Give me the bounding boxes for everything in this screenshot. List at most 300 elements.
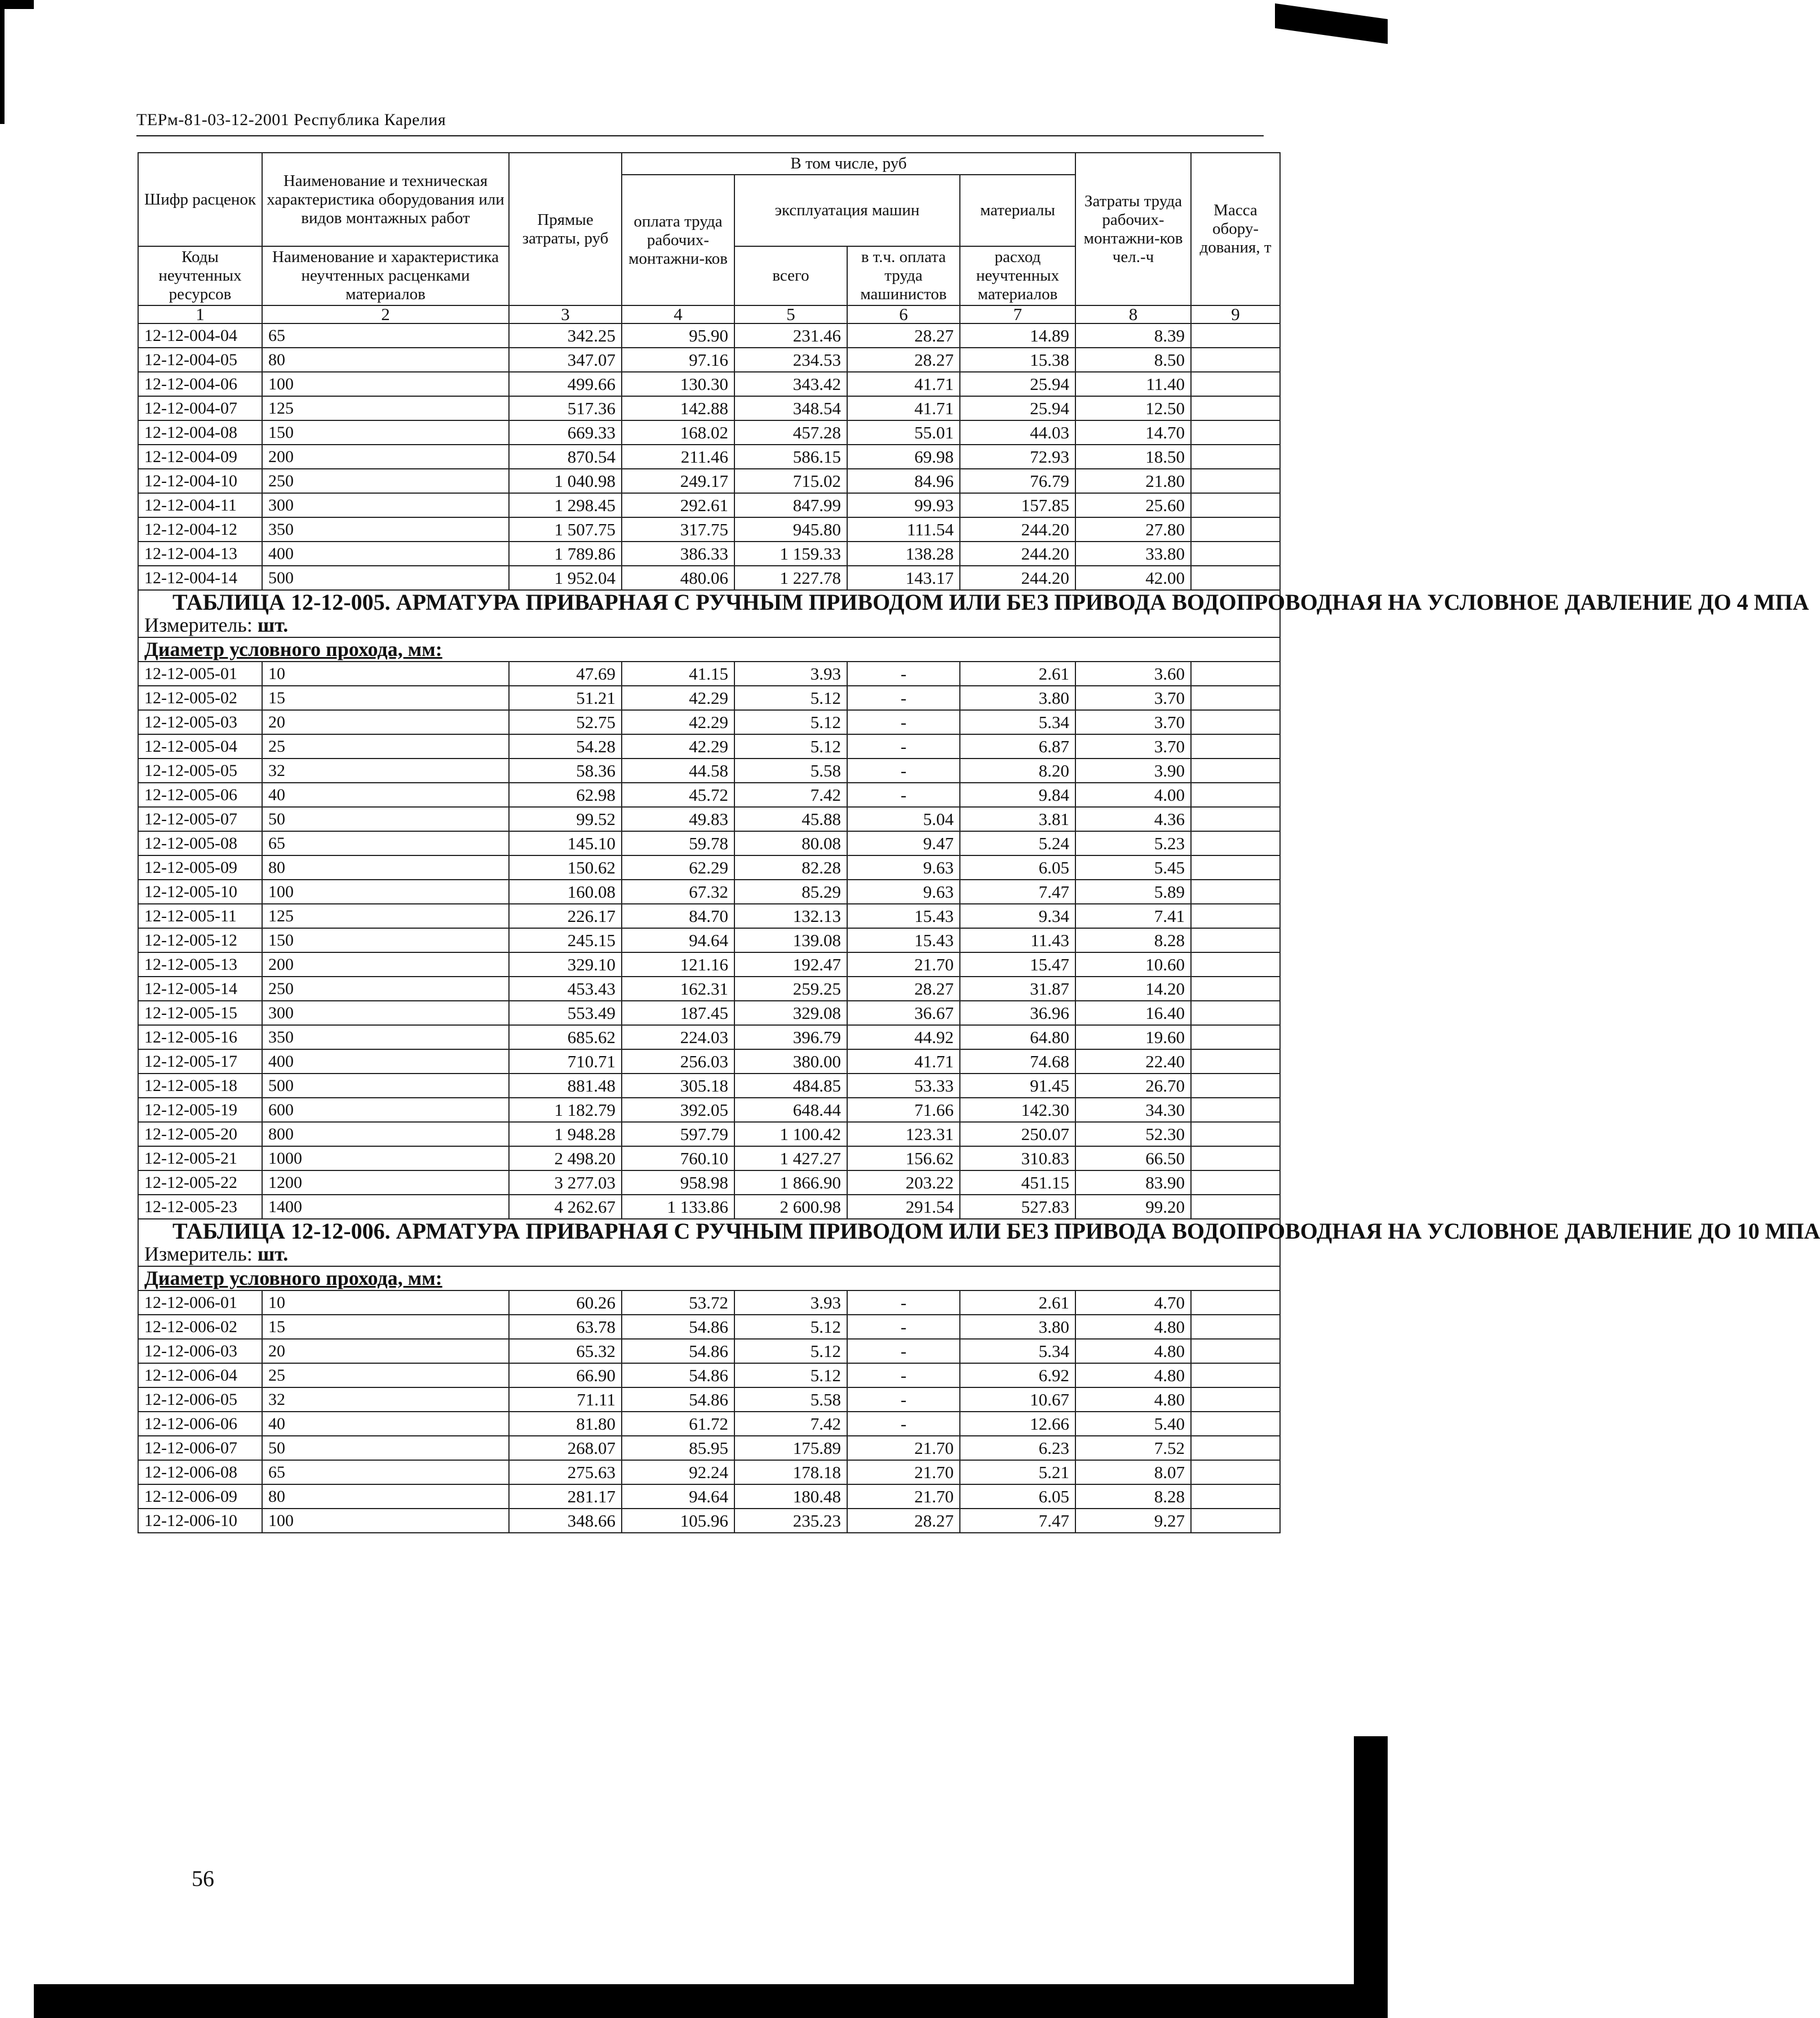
header-code-top: Шифр расценок [138, 153, 262, 246]
rate-value: 586.15 [734, 445, 847, 469]
rate-value: 3.93 [734, 1290, 847, 1315]
rate-value [1191, 734, 1280, 759]
page-frame [138, 152, 1820, 1533]
rate-name: 400 [262, 542, 509, 566]
rate-value: 94.64 [622, 928, 734, 952]
rate-value [1191, 1509, 1280, 1533]
table-row [138, 710, 1280, 734]
rate-value: 329.08 [734, 1001, 847, 1025]
table-row [138, 566, 1280, 590]
rate-code: 12-12-005-12 [138, 928, 262, 952]
rate-value [1191, 977, 1280, 1001]
header-rule [136, 135, 1264, 136]
rate-value: 8.28 [1075, 928, 1191, 952]
rate-value: 453.43 [509, 977, 622, 1001]
rate-value: 710.71 [509, 1049, 622, 1074]
rate-value: 132.13 [734, 904, 847, 928]
rate-value: 41.71 [847, 396, 960, 420]
table-005-diameter-label [138, 637, 1280, 662]
rate-name: 350 [262, 1025, 509, 1049]
header-incl: В том числе, руб [622, 153, 1075, 175]
rate-value: 3.90 [1075, 759, 1191, 783]
rate-name: 125 [262, 904, 509, 928]
rate-value: 5.45 [1075, 855, 1191, 880]
rate-value: 15.47 [960, 952, 1075, 977]
column-number: 6 [847, 305, 960, 323]
rate-value: 6.92 [960, 1363, 1075, 1387]
rate-value: 28.27 [847, 977, 960, 1001]
rate-value: 99.52 [509, 807, 622, 831]
rate-value [1191, 1412, 1280, 1436]
rate-value: 1 040.98 [509, 469, 622, 493]
rate-value: 42.29 [622, 734, 734, 759]
table-row [138, 855, 1280, 880]
column-number: 7 [960, 305, 1075, 323]
table-row [138, 1049, 1280, 1074]
rate-name: 50 [262, 1436, 509, 1460]
rate-value: 28.27 [847, 323, 960, 348]
rate-value: 156.62 [847, 1146, 960, 1170]
rate-value: 99.20 [1075, 1195, 1191, 1219]
rate-value: 21.70 [847, 952, 960, 977]
table-row [138, 759, 1280, 783]
rate-value: 2 600.98 [734, 1195, 847, 1219]
rate-value: 31.87 [960, 977, 1075, 1001]
rate-value: 715.02 [734, 469, 847, 493]
rate-value: 380.00 [734, 1049, 847, 1074]
rate-name: 25 [262, 734, 509, 759]
rate-value: 527.83 [960, 1195, 1075, 1219]
rate-value: 21.70 [847, 1436, 960, 1460]
rate-value: 85.95 [622, 1436, 734, 1460]
column-numbers-row [138, 305, 1280, 323]
rate-value: 71.66 [847, 1098, 960, 1122]
rate-value: 5.23 [1075, 831, 1191, 855]
table-005-measure-unit: шт. [257, 614, 289, 636]
rate-value: 958.98 [622, 1170, 734, 1195]
rate-value: 95.90 [622, 323, 734, 348]
rate-value: 192.47 [734, 952, 847, 977]
rate-value: 1 298.45 [509, 493, 622, 517]
rate-name: 1000 [262, 1146, 509, 1170]
rate-value: - [847, 734, 960, 759]
rate-value: 4 262.67 [509, 1195, 622, 1219]
rate-name: 350 [262, 517, 509, 542]
rate-name: 800 [262, 1122, 509, 1146]
rate-code: 12-12-005-19 [138, 1098, 262, 1122]
header-materials: материалы [960, 175, 1075, 246]
rate-value: 1 952.04 [509, 566, 622, 590]
column-number: 8 [1075, 305, 1191, 323]
rate-value: 245.15 [509, 928, 622, 952]
rate-name: 500 [262, 566, 509, 590]
rate-code: 12-12-005-18 [138, 1074, 262, 1098]
table-row [138, 928, 1280, 952]
table-row [138, 1509, 1280, 1533]
rate-value: 105.96 [622, 1509, 734, 1533]
rate-value: 945.80 [734, 517, 847, 542]
rate-value: 244.20 [960, 566, 1075, 590]
rate-value: 343.42 [734, 372, 847, 396]
table-row [138, 904, 1280, 928]
scan-artifact-left-edge [0, 0, 5, 124]
rate-value: 18.50 [1075, 445, 1191, 469]
rate-value: 9.27 [1075, 1509, 1191, 1533]
rate-value [1191, 880, 1280, 904]
rate-value: 139.08 [734, 928, 847, 952]
rate-code: 12-12-005-07 [138, 807, 262, 831]
rate-value: 5.34 [960, 1339, 1075, 1363]
rate-value: 34.30 [1075, 1098, 1191, 1122]
rate-code: 12-12-005-14 [138, 977, 262, 1001]
rate-value: - [847, 1363, 960, 1387]
rate-name: 40 [262, 1412, 509, 1436]
rate-name: 10 [262, 1290, 509, 1315]
rate-value: 19.60 [1075, 1025, 1191, 1049]
rate-value: 259.25 [734, 977, 847, 1001]
rate-value: 36.96 [960, 1001, 1075, 1025]
column-number: 1 [138, 305, 262, 323]
rate-value [1191, 1146, 1280, 1170]
rate-value: 9.34 [960, 904, 1075, 928]
rate-value: 47.69 [509, 662, 622, 686]
rate-code: 12-12-006-02 [138, 1315, 262, 1339]
rate-value: 11.43 [960, 928, 1075, 952]
running-header: ТЕРм-81-03-12-2001 Республика Карелия [136, 110, 446, 129]
rate-value: 4.80 [1075, 1387, 1191, 1412]
rate-value: 74.68 [960, 1049, 1075, 1074]
rate-value: 1 427.27 [734, 1146, 847, 1170]
column-number: 5 [734, 305, 847, 323]
rate-value [1191, 566, 1280, 590]
table-row [138, 348, 1280, 372]
rate-code: 12-12-005-16 [138, 1025, 262, 1049]
rate-name: 300 [262, 493, 509, 517]
rate-value [1191, 1049, 1280, 1074]
rate-value: 3.70 [1075, 734, 1191, 759]
header-row-1 [138, 153, 1280, 175]
rate-value: 8.39 [1075, 323, 1191, 348]
rate-value: 484.85 [734, 1074, 847, 1098]
rate-value: 669.33 [509, 420, 622, 445]
rate-value: 143.17 [847, 566, 960, 590]
rate-value: 44.92 [847, 1025, 960, 1049]
rate-value: 1 789.86 [509, 542, 622, 566]
rate-value: 347.07 [509, 348, 622, 372]
rate-value: 54.86 [622, 1363, 734, 1387]
rate-value: 42.29 [622, 710, 734, 734]
rate-value [1191, 710, 1280, 734]
rate-value: 11.40 [1075, 372, 1191, 396]
table-row [138, 1339, 1280, 1363]
column-number: 9 [1191, 305, 1280, 323]
rate-code: 12-12-005-22 [138, 1170, 262, 1195]
rate-value: 15.38 [960, 348, 1075, 372]
rate-name: 600 [262, 1098, 509, 1122]
rate-value: 348.66 [509, 1509, 622, 1533]
table-row [138, 323, 1280, 348]
table-row [138, 396, 1280, 420]
table-005-title-text: АРМАТУРА ПРИВАРНАЯ С РУЧНЫМ ПРИВОДОМ ИЛИ БЕЗ ПРИВОДА ВОДОПРОВОДНАЯ НА УСЛОВНОЕ ДАВЛЕНИЕ ДО 4 МПА [396, 589, 1809, 615]
rate-value [1191, 1025, 1280, 1049]
rate-value: 67.32 [622, 880, 734, 904]
rate-value: 5.34 [960, 710, 1075, 734]
table-row [138, 880, 1280, 904]
rate-value: 84.96 [847, 469, 960, 493]
rate-value: 3.93 [734, 662, 847, 686]
rate-value: 4.80 [1075, 1339, 1191, 1363]
rate-value [1191, 904, 1280, 928]
rate-value: 52.30 [1075, 1122, 1191, 1146]
rate-value: 49.83 [622, 807, 734, 831]
rate-value [1191, 928, 1280, 952]
rate-code: 12-12-005-02 [138, 686, 262, 710]
rate-value [1191, 1363, 1280, 1387]
rate-value: 53.72 [622, 1290, 734, 1315]
rate-value [1191, 759, 1280, 783]
rate-value: 59.78 [622, 831, 734, 855]
rate-value: 15.43 [847, 904, 960, 928]
rate-value: 386.33 [622, 542, 734, 566]
table-005-diameter-text: Диаметр условного прохода, мм: [144, 638, 442, 660]
table-row [138, 1074, 1280, 1098]
rate-value [1191, 1339, 1280, 1363]
rate-name: 200 [262, 952, 509, 977]
rate-value: 6.23 [960, 1436, 1075, 1460]
column-number: 2 [262, 305, 509, 323]
column-number: 3 [509, 305, 622, 323]
rate-value: 235.23 [734, 1509, 847, 1533]
rate-name: 80 [262, 348, 509, 372]
table-005-diameter-row [138, 637, 1280, 662]
rate-value [1191, 1195, 1280, 1219]
rate-value: 268.07 [509, 1436, 622, 1460]
rate-value: 9.63 [847, 855, 960, 880]
rate-name: 20 [262, 710, 509, 734]
scan-artifact-bottom-right [1354, 1736, 1388, 2018]
rate-value [1191, 420, 1280, 445]
rate-value: 2 498.20 [509, 1146, 622, 1170]
rate-value: 5.12 [734, 710, 847, 734]
rate-code: 12-12-004-12 [138, 517, 262, 542]
rate-value: 392.05 [622, 1098, 734, 1122]
rate-value: 51.21 [509, 686, 622, 710]
rate-value: 8.07 [1075, 1460, 1191, 1484]
table-row [138, 420, 1280, 445]
rate-value: 517.36 [509, 396, 622, 420]
table-006-diameter-text: Диаметр условного прохода, мм: [144, 1267, 442, 1289]
rate-value: 499.66 [509, 372, 622, 396]
rate-value: 4.36 [1075, 807, 1191, 831]
rate-code: 12-12-004-13 [138, 542, 262, 566]
rate-value: 187.45 [622, 1001, 734, 1025]
rate-value: 12.66 [960, 1412, 1075, 1436]
rate-code: 12-12-004-11 [138, 493, 262, 517]
rate-value: 457.28 [734, 420, 847, 445]
rate-code: 12-12-005-21 [138, 1146, 262, 1170]
table-row [138, 1412, 1280, 1436]
rate-value: 9.47 [847, 831, 960, 855]
rate-value: 123.31 [847, 1122, 960, 1146]
rate-code: 12-12-006-09 [138, 1484, 262, 1509]
rate-value: 5.40 [1075, 1412, 1191, 1436]
rate-value: 10.67 [960, 1387, 1075, 1412]
rate-value: 1 866.90 [734, 1170, 847, 1195]
rate-code: 12-12-005-20 [138, 1122, 262, 1146]
column-number: 4 [622, 305, 734, 323]
rate-value: 2.61 [960, 662, 1075, 686]
rate-value [1191, 1001, 1280, 1025]
rate-value: 160.08 [509, 880, 622, 904]
rate-name: 15 [262, 1315, 509, 1339]
rate-code: 12-12-004-10 [138, 469, 262, 493]
rate-value: 1 133.86 [622, 1195, 734, 1219]
rate-value: 5.12 [734, 734, 847, 759]
rate-code: 12-12-004-04 [138, 323, 262, 348]
rate-value: 80.08 [734, 831, 847, 855]
rate-value: 162.31 [622, 977, 734, 1001]
rate-code: 12-12-006-03 [138, 1339, 262, 1363]
table-row [138, 1001, 1280, 1025]
rate-value: 130.30 [622, 372, 734, 396]
rate-value: 10.60 [1075, 952, 1191, 977]
rate-name: 50 [262, 807, 509, 831]
rate-name: 100 [262, 1509, 509, 1533]
rate-value: 348.54 [734, 396, 847, 420]
table-row [138, 977, 1280, 1001]
rate-value: 5.89 [1075, 880, 1191, 904]
header-machines-all: всего [734, 246, 847, 305]
table-row [138, 1146, 1280, 1170]
rate-value: 7.47 [960, 880, 1075, 904]
header-code-bottom: Коды неучтенных ресурсов [138, 246, 262, 305]
table-005-title-row [138, 590, 1280, 614]
rate-value: 7.47 [960, 1509, 1075, 1533]
rate-value: 597.79 [622, 1122, 734, 1146]
rate-value: 9.63 [847, 880, 960, 904]
table-row [138, 1122, 1280, 1146]
rate-value: 60.26 [509, 1290, 622, 1315]
table-005-measure [138, 614, 1280, 637]
rate-value: 64.80 [960, 1025, 1075, 1049]
rate-value: 5.12 [734, 1315, 847, 1339]
table-row [138, 662, 1280, 686]
rate-name: 10 [262, 662, 509, 686]
rate-value: 58.36 [509, 759, 622, 783]
rate-value: 99.93 [847, 493, 960, 517]
rate-value: 14.70 [1075, 420, 1191, 445]
rate-code: 12-12-006-06 [138, 1412, 262, 1436]
header-machines-pay: в т.ч. оплата труда машинистов [847, 246, 960, 305]
rate-value: 28.27 [847, 1509, 960, 1533]
rate-name: 400 [262, 1049, 509, 1074]
rate-value [1191, 1315, 1280, 1339]
rate-value: - [847, 686, 960, 710]
rate-value: 53.33 [847, 1074, 960, 1098]
rate-value: 7.41 [1075, 904, 1191, 928]
rate-value [1191, 348, 1280, 372]
rate-value: 85.29 [734, 880, 847, 904]
rate-name: 65 [262, 831, 509, 855]
rate-value: 3.80 [960, 1315, 1075, 1339]
header-labor: Затраты труда рабочих-монтажни-ков чел.-ч [1075, 153, 1191, 305]
table-row [138, 1436, 1280, 1460]
rate-value: 66.90 [509, 1363, 622, 1387]
table-row [138, 1098, 1280, 1122]
rate-value [1191, 662, 1280, 686]
rate-name: 65 [262, 323, 509, 348]
rate-value: 5.12 [734, 1339, 847, 1363]
table-006-title-text: АРМАТУРА ПРИВАРНАЯ С РУЧНЫМ ПРИВОДОМ ИЛИ БЕЗ ПРИВОДА ВОДОПРОВОДНАЯ НА УСЛОВНОЕ ДАВЛЕНИЕ ДО 10 МПА [396, 1218, 1820, 1244]
rate-value: 97.16 [622, 348, 734, 372]
rate-name: 25 [262, 1363, 509, 1387]
table-row [138, 783, 1280, 807]
rate-value: 36.67 [847, 1001, 960, 1025]
table-row [138, 1363, 1280, 1387]
rate-value: 256.03 [622, 1049, 734, 1074]
rate-code: 12-12-005-15 [138, 1001, 262, 1025]
rate-name: 150 [262, 928, 509, 952]
rate-code: 12-12-006-01 [138, 1290, 262, 1315]
rate-value: 1 948.28 [509, 1122, 622, 1146]
rate-code: 12-12-004-09 [138, 445, 262, 469]
rate-value: - [847, 1290, 960, 1315]
rate-value [1191, 1387, 1280, 1412]
rate-value: 41.71 [847, 372, 960, 396]
rate-value: 55.01 [847, 420, 960, 445]
table-row [138, 1460, 1280, 1484]
rate-value: - [847, 759, 960, 783]
rate-value: 3.60 [1075, 662, 1191, 686]
rate-value: 760.10 [622, 1146, 734, 1170]
table-006-measure-unit: шт. [257, 1243, 289, 1265]
rate-value: 12.50 [1075, 396, 1191, 420]
rate-value: - [847, 1339, 960, 1363]
rate-value: 14.20 [1075, 977, 1191, 1001]
rate-value: 5.58 [734, 1387, 847, 1412]
rate-value [1191, 542, 1280, 566]
rate-name: 32 [262, 1387, 509, 1412]
rate-value: 138.28 [847, 542, 960, 566]
rate-value: 5.04 [847, 807, 960, 831]
rate-name: 500 [262, 1074, 509, 1098]
rate-value: 250.07 [960, 1122, 1075, 1146]
rate-value: 8.28 [1075, 1484, 1191, 1509]
rate-name: 80 [262, 855, 509, 880]
rate-value: 94.64 [622, 1484, 734, 1509]
table-006-title [138, 1218, 1820, 1244]
rate-value [1191, 1074, 1280, 1098]
rate-code: 12-12-004-06 [138, 372, 262, 396]
rate-value: 281.17 [509, 1484, 622, 1509]
rate-value: 25.94 [960, 396, 1075, 420]
rate-name: 80 [262, 1484, 509, 1509]
table-row [138, 542, 1280, 566]
rate-name: 100 [262, 372, 509, 396]
rate-value: 396.79 [734, 1025, 847, 1049]
rate-value: 150.62 [509, 855, 622, 880]
rate-value: 291.54 [847, 1195, 960, 1219]
rate-value: 1 227.78 [734, 566, 847, 590]
rate-value: 275.63 [509, 1460, 622, 1484]
rate-value: 305.18 [622, 1074, 734, 1098]
rate-value [1191, 372, 1280, 396]
rate-code: 12-12-005-11 [138, 904, 262, 928]
header-direct-costs: Прямые затраты, руб [509, 153, 622, 305]
rate-value: 91.45 [960, 1074, 1075, 1098]
rate-value: - [847, 1315, 960, 1339]
rate-value: 317.75 [622, 517, 734, 542]
